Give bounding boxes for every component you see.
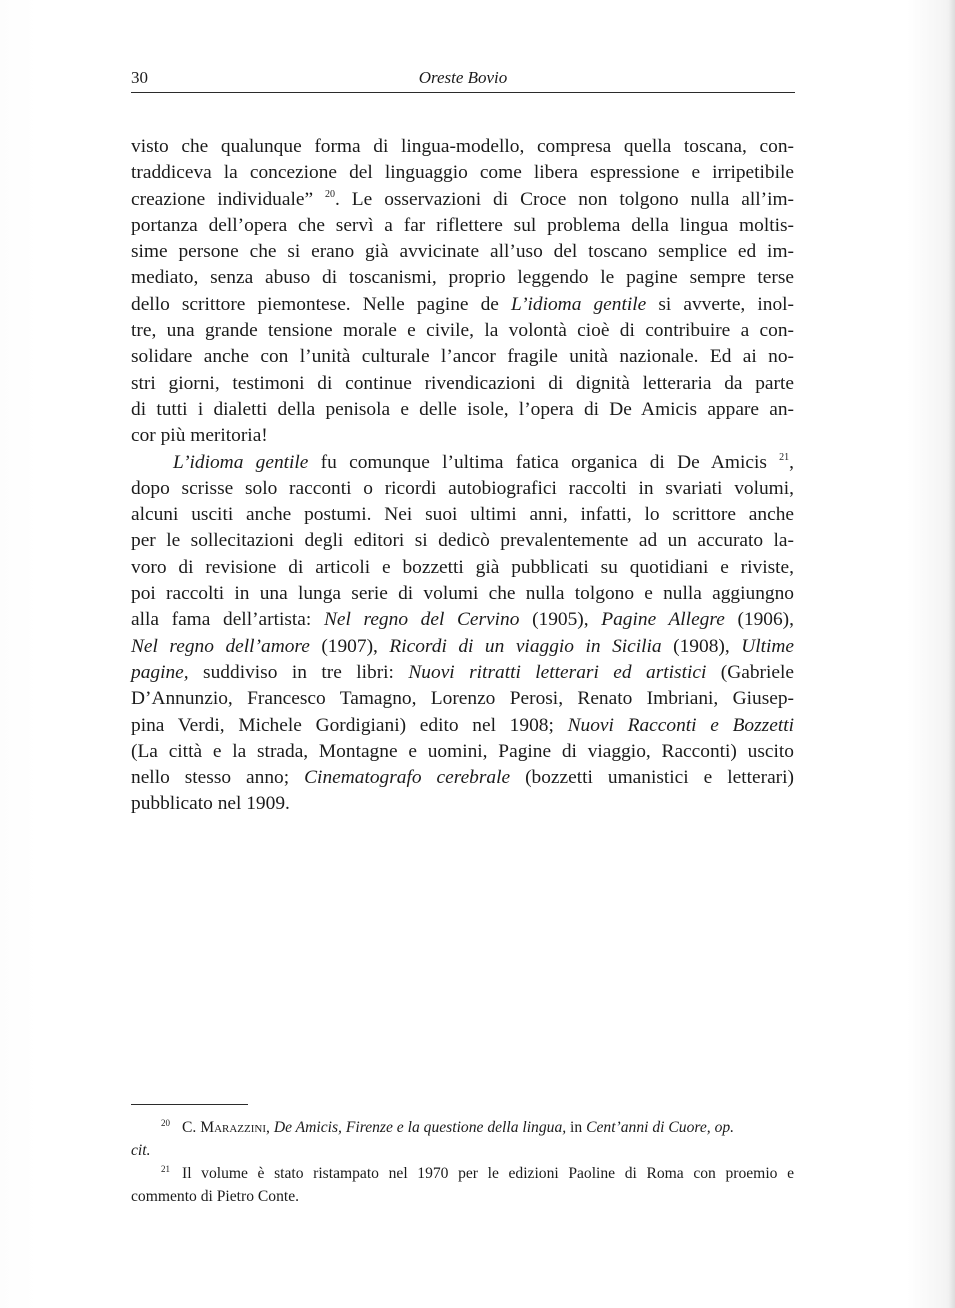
body-line: dopo scrisse solo racconti o ricordi autobiografici raccolti in svariati volumi, [131,477,794,499]
book-title: Cinematografo cerebrale [304,767,511,789]
text-run: fu comunque l’ultima fatica organica di De Amicis [308,451,780,473]
body-line [131,660,794,686]
body-line [131,187,794,213]
footnote-ref-21: 21 [779,451,790,463]
body-line: stri giorni, testimoni di continue rivendicazioni di dignità letteraria da parte [131,372,794,394]
text-run: pina Verdi, Michele Gordigiani) edito nel 1908; [131,714,568,736]
text-run: (1906), [724,609,794,631]
text-run: (1908), [661,635,742,657]
footnote-20 [131,1116,794,1139]
body-line [131,450,794,476]
body-line: mediato, senza abuso di toscanismi, proprio leggendo le pagine sempre terse [131,267,794,289]
page-header [131,64,795,93]
book-title: Nel regno dell’amore [131,635,310,657]
body-line: traddiceva la concezione del linguaggio come libera espressione e irripetibile [131,162,794,184]
body-line [131,292,794,318]
text-run: . Le osservazioni di Croce non tolgono nulla all’im- [335,188,795,210]
running-head: Oreste Bovio [418,68,508,87]
body-line: pubblicato nel 1909. [131,793,290,815]
book-title: Nel regno del Cervino [323,609,520,631]
text-run: alla fama dell’artista: [131,609,324,631]
footnote-source: Cent’anni di Cuore, op. [586,1119,735,1136]
body-line [131,765,794,791]
body-line [131,634,794,660]
footnotes [131,1116,794,1208]
book-title: Ricordi di un viaggio in Sicilia [389,635,662,657]
footnote-title: De Amicis, Firenze e la questione della lingua, [273,1119,567,1136]
footnote-ref-20: 20 [325,188,336,200]
body-line: D’Annunzio, Francesco Tamagno, Lorenzo Perosi, Renato Imbriani, Giusep- [131,688,794,710]
body-line: poi raccolti in una lunga serie di volumi che nulla tolgono e nulla aggiungno [131,583,794,605]
text-run: si avverte, inol- [646,293,794,315]
body-line: (La città e la strada, Montagne e uomini, Pagine di viaggio, Racconti) uscito [131,740,794,762]
text-run: Il volume è stato ristampato nel 1970 per le edizioni Paoline di Roma con proemio e [182,1165,794,1182]
footnote-20-cont: cit. [131,1142,151,1159]
text-run: in [566,1119,587,1136]
body-line: cor più meritoria! [131,425,268,447]
body-line: voro di revisione di articoli e bozzetti già pubblicati su quotidiani e riviste, [131,556,794,578]
body-line: per le sollecitazioni degli editori si dedicò prevalentemente ad un accurato la- [131,530,794,552]
page-number: 30 [131,68,148,87]
footnote-number: 20 [161,1118,170,1128]
body-line: portanza dell’opera che servì a far riflettere sul problema della lingua moltis- [131,214,794,236]
text-run: creazione individuale” [131,188,314,210]
text-run: dello scrittore piemontese. Nelle pagine de [131,293,511,315]
book-title: Nuovi ritratti letterari ed artistici [408,661,707,683]
body-text [131,134,794,818]
body-line: solidare anche con l’unità culturale l’ancor fragile unità nazionale. Ed ai no- [131,346,794,368]
footnote-number: 21 [161,1164,170,1174]
text-run: (bozzetti umanistici e letterari) [510,767,794,789]
text-run: suddiviso in tre libri: [188,661,409,683]
book-title: L’idioma gentile [511,293,647,315]
footnote-21 [131,1162,794,1185]
text-run: (1907), [309,635,390,657]
footnote-author: C. Marazzini, [182,1119,270,1136]
body-line: alcuni usciti anche postumi. Nei suoi ultimi anni, infatti, lo scrittore anche [131,504,794,526]
scan-edge-shadow [948,0,955,1308]
body-line: sime persone che si erano già avvicinate all’uso del toscano semplice ed im- [131,241,794,263]
book-title: Ultime [741,635,794,657]
footnote-separator [131,1104,248,1105]
book-title: Pagine Allegre [601,609,725,631]
body-line [131,607,794,633]
body-line: di tutti i dialetti della penisola e delle isole, l’opera di De Amicis appare an- [131,398,794,420]
book-title: L’idioma gentile [173,451,309,473]
text-run: (Gabriele [706,661,794,683]
body-line: tre, una grande tensione morale e civile, la volontà cioè di contribuire a con- [131,320,794,342]
text-run: , [789,451,795,473]
text-run: nello stesso anno; [131,767,305,789]
body-line [131,713,794,739]
book-title: pagine, [131,661,189,683]
book-title: Nuovi Racconti e Bozzetti [567,714,794,736]
footnote-21-cont: commento di Pietro Conte. [131,1188,300,1205]
body-line: visto che qualunque forma di lingua-modello, compresa quella toscana, con- [131,136,794,157]
text-run: (1905), [519,609,602,631]
